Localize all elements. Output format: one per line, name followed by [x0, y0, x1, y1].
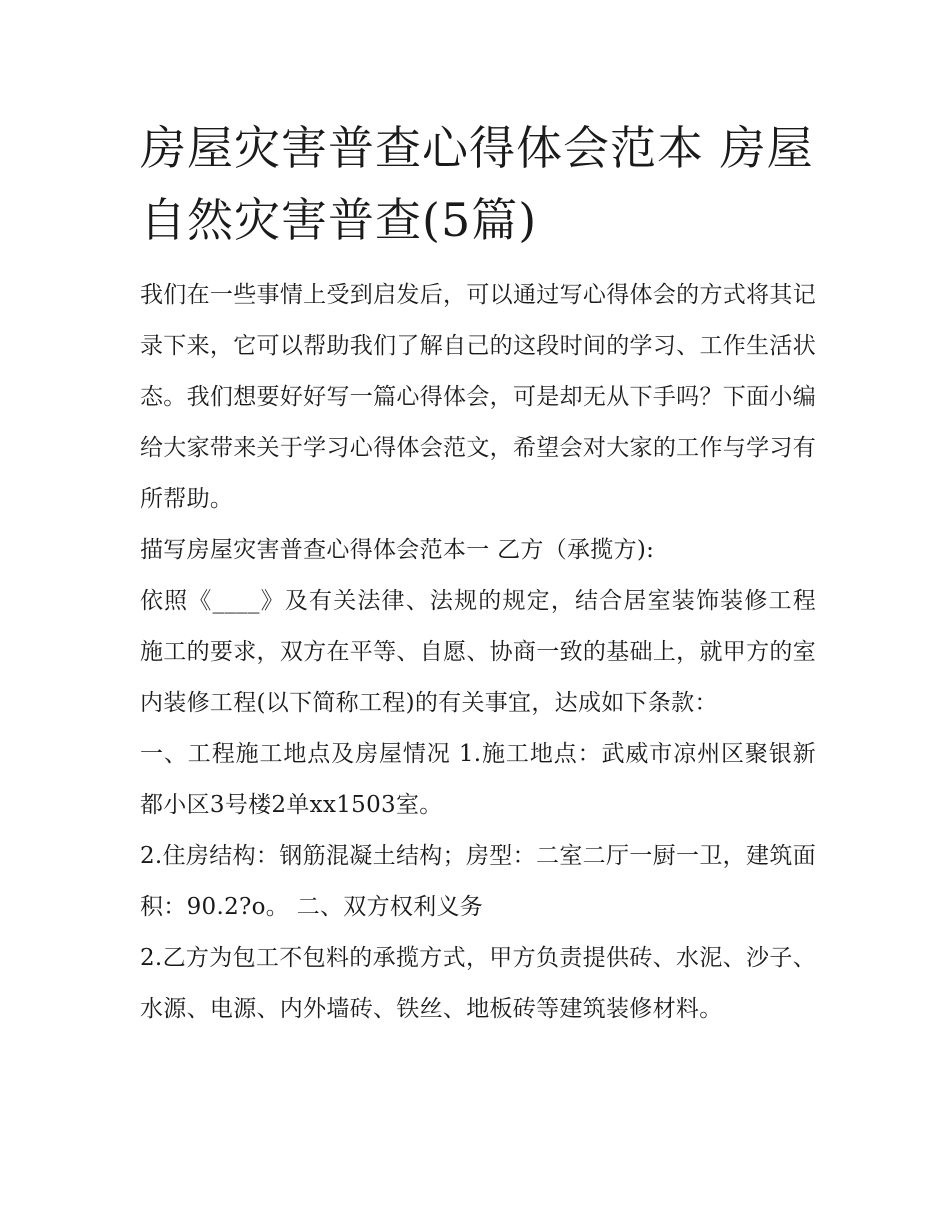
- clause-structure: 2.住房结构：钢筋混凝土结构；房型：二室二厅一厨一卫，建筑面积：90.2?o。 二、双方权利义务: [140, 843, 816, 920]
- clause-materials: 2.乙方为包工不包料的承揽方式，甲方负责提供砖、水泥、沙子、水源、电源、内外墙砖、铁丝、地板砖等建筑装修材料。: [140, 945, 816, 1022]
- clause-site: 一、工程施工地点及房屋情况 1.施工地点：武威市凉州区聚银新都小区3号楼2单xx1503室。: [140, 741, 816, 818]
- section-heading: 描写房屋灾害普查心得体会范本一 乙方（承揽方):: [140, 537, 655, 563]
- document-page: [140, 112, 816, 1035]
- intro-paragraph: 我们在一些事情上受到启发后，可以通过写心得体会的方式将其记录下来，它可以帮助我们了解自己的这段时间的学习、工作生活状态。我们想要好好写一篇心得体会，可是却无从下手吗？下面小编给大家带来关于学习心得体会范文，希望会对大家的工作与学习有所帮助。: [140, 282, 816, 512]
- contract-preamble: 依照《____》及有关法律、法规的规定，结合居室装饰装修工程施工的要求，双方在平等、自愿、协商一致的基础上，就甲方的室内装修工程(以下简称工程)的有关事宜，达成如下条款：: [140, 588, 816, 716]
- document-title: 房屋灾害普查心得体会范本 房屋自然灾害普查(5篇): [140, 121, 814, 247]
